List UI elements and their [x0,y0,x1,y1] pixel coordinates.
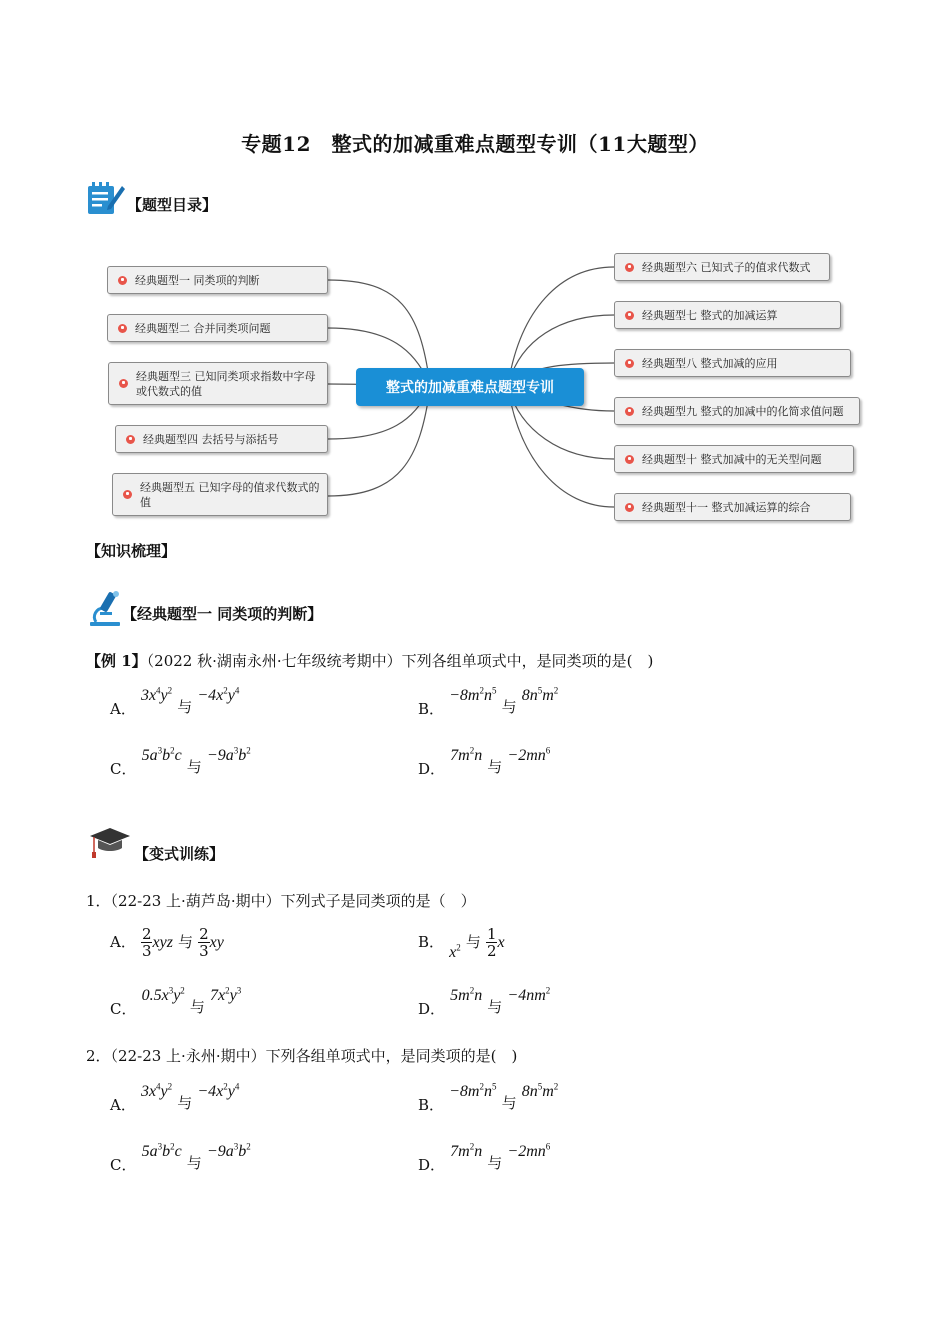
option-letter: D． [418,760,446,778]
node-label: 经典题型七 整式的加减运算 [642,309,778,322]
flag-dot-icon [119,379,128,388]
conjunction: 与 [465,933,481,951]
mindmap-node-left-4 [115,425,328,453]
option-letter: A． [110,933,136,951]
math-expression: $-2mn^6$ [507,745,551,764]
node-label: 经典题型五 已知字母的值求代数式的值 [140,480,320,509]
question2-option-a[interactable] [110,1080,240,1114]
question2 [86,1045,517,1066]
math-expression: $-2mn^6$ [507,1141,551,1160]
question1 [86,890,476,911]
math-expression: $-9a^3b^2$ [206,745,251,764]
example1-option-a[interactable] [110,684,240,718]
flag-dot-icon [625,311,634,320]
math-expression: $-4nm^2$ [507,985,551,1004]
flag-dot-icon [625,407,634,416]
node-label: 经典题型八 整式加减的应用 [642,357,778,370]
math-expression: $5a^3b^2c$ [141,1141,182,1160]
conjunction: 与 [501,1094,517,1112]
section-catalog: 【题型目录】 [127,196,218,214]
example1-option-b[interactable] [418,684,559,718]
flag-dot-icon [625,503,634,512]
fraction: $\frac{2}{3}$ [141,925,152,960]
section-knowledge: 【知识梳理】 [86,542,177,560]
example1 [86,650,653,671]
flag-dot-icon [123,490,132,499]
section-type1: 【经典题型一 同类项的判断】 [122,605,323,623]
node-label: 经典题型四 去括号与添括号 [143,433,279,446]
fraction: $\frac{2}{3}$ [199,925,209,960]
section-variant: 【变式训练】 [134,845,225,863]
option-letter: D． [418,1156,446,1174]
math-expression: $3x^4y^2$ [140,685,173,704]
option-letter: C． [110,760,137,778]
pencil-notepad-icon [86,180,126,220]
math-expression: $5a^3b^2c$ [141,745,182,764]
mindmap-node-left-5 [112,473,328,516]
conjunction: 与 [178,933,194,951]
math-expression: $7m^2n$ [450,745,483,764]
math-expression: $x^2$ [449,942,461,961]
option-letter: A． [110,700,136,718]
example-text: （2022 秋·湖南永州·七年级统考期中）下列各组单项式中，是同类项的是( ) [146,652,654,670]
math-expression: $0.5x^3y^2$ [141,985,185,1004]
conjunction: 与 [186,1154,202,1172]
flag-dot-icon [118,276,127,285]
mindmap-node-left-2 [107,314,328,342]
example1-option-c[interactable] [110,744,251,778]
node-label: 经典题型十一 整式加减运算的综合 [642,501,811,514]
node-label: 经典题型十 整式加减中的无关型问题 [642,453,822,466]
mindmap-node-left-1 [107,266,328,294]
conjunction: 与 [177,698,193,716]
option-letter: B． [418,1096,445,1114]
conjunction: 与 [186,758,202,776]
option-letter: C． [110,1000,137,1018]
math-expression: $7m^2n$ [450,1141,483,1160]
math-expression: xyz [152,934,173,951]
math-expression: $7x^2y^3$ [210,985,242,1004]
math-expression: $-9a^3b^2$ [206,1141,251,1160]
flag-dot-icon [625,359,634,368]
math-expression: $-4x^2y^4$ [197,685,240,704]
option-letter: A． [110,1096,136,1114]
page-title: 专题12 整式的加减重难点题型专训（11大题型） [241,132,709,156]
node-label: 经典题型一 同类项的判断 [135,274,260,287]
math-expression: $-8m^2n^5$ [449,1081,497,1100]
math-expression: $8n^5m^2$ [521,1081,559,1100]
math-expression: xy [209,934,224,951]
math-expression: $8n^5m^2$ [521,685,559,704]
conjunction: 与 [177,1094,193,1112]
math-expression: $5m^2n$ [450,985,483,1004]
flag-dot-icon [625,263,634,272]
graduation-cap-icon [88,826,132,864]
question-number: 2． [86,1047,111,1065]
mindmap-node-right-8 [614,349,851,377]
mindmap-node-left-3 [108,362,328,405]
math-expression: $-8m^2n^5$ [449,685,497,704]
question1-option-b[interactable] [418,926,505,959]
conjunction: 与 [501,698,517,716]
option-letter: C． [110,1156,137,1174]
example-label: 【例 1】 [86,652,147,670]
question1-option-a[interactable] [110,926,224,959]
question-text: （22-23 上·永州·期中）下列各组单项式中，是同类项的是( ) [110,1047,518,1065]
conjunction: 与 [487,998,503,1016]
flag-dot-icon [126,435,135,444]
question1-option-c[interactable] [110,984,242,1018]
conjunction: 与 [189,998,205,1016]
mindmap-node-right-9 [614,397,860,425]
mindmap-node-right-7 [614,301,841,329]
flag-dot-icon [625,455,634,464]
microscope-icon [86,588,126,632]
mindmap-node-right-11 [614,493,851,521]
math-expression: $-4x^2y^4$ [197,1081,240,1100]
mindmap-node-right-6 [614,253,830,281]
math-expression: x [497,934,505,951]
option-letter: D． [418,1000,446,1018]
question-number: 1． [86,892,111,910]
question2-option-c[interactable] [110,1140,251,1174]
option-letter: B． [418,933,445,951]
fraction: $\frac{1}{2}$ [486,925,497,960]
math-expression: $3x^4y^2$ [140,1081,173,1100]
example1-option-d[interactable] [418,744,551,778]
question1-option-d[interactable] [418,984,551,1018]
node-label: 经典题型六 已知式子的值求代数式 [642,261,811,274]
option-letter: B． [418,700,445,718]
question2-option-b[interactable] [418,1080,559,1114]
mindmap-node-right-10 [614,445,854,473]
node-label: 经典题型三 已知同类项求指数中字母或代数式的值 [136,369,316,398]
mindmap-center-node: 整式的加减重难点题型专训 [356,368,584,406]
conjunction: 与 [487,1154,503,1172]
conjunction: 与 [487,758,503,776]
node-label: 经典题型二 合并同类项问题 [135,322,271,335]
question-text: （22-23 上·葫芦岛·期中）下列式子是同类项的是（ ） [110,892,476,910]
question2-option-d[interactable] [418,1140,551,1174]
node-label: 经典题型九 整式的加减中的化简求值问题 [642,405,844,418]
flag-dot-icon [118,324,127,333]
